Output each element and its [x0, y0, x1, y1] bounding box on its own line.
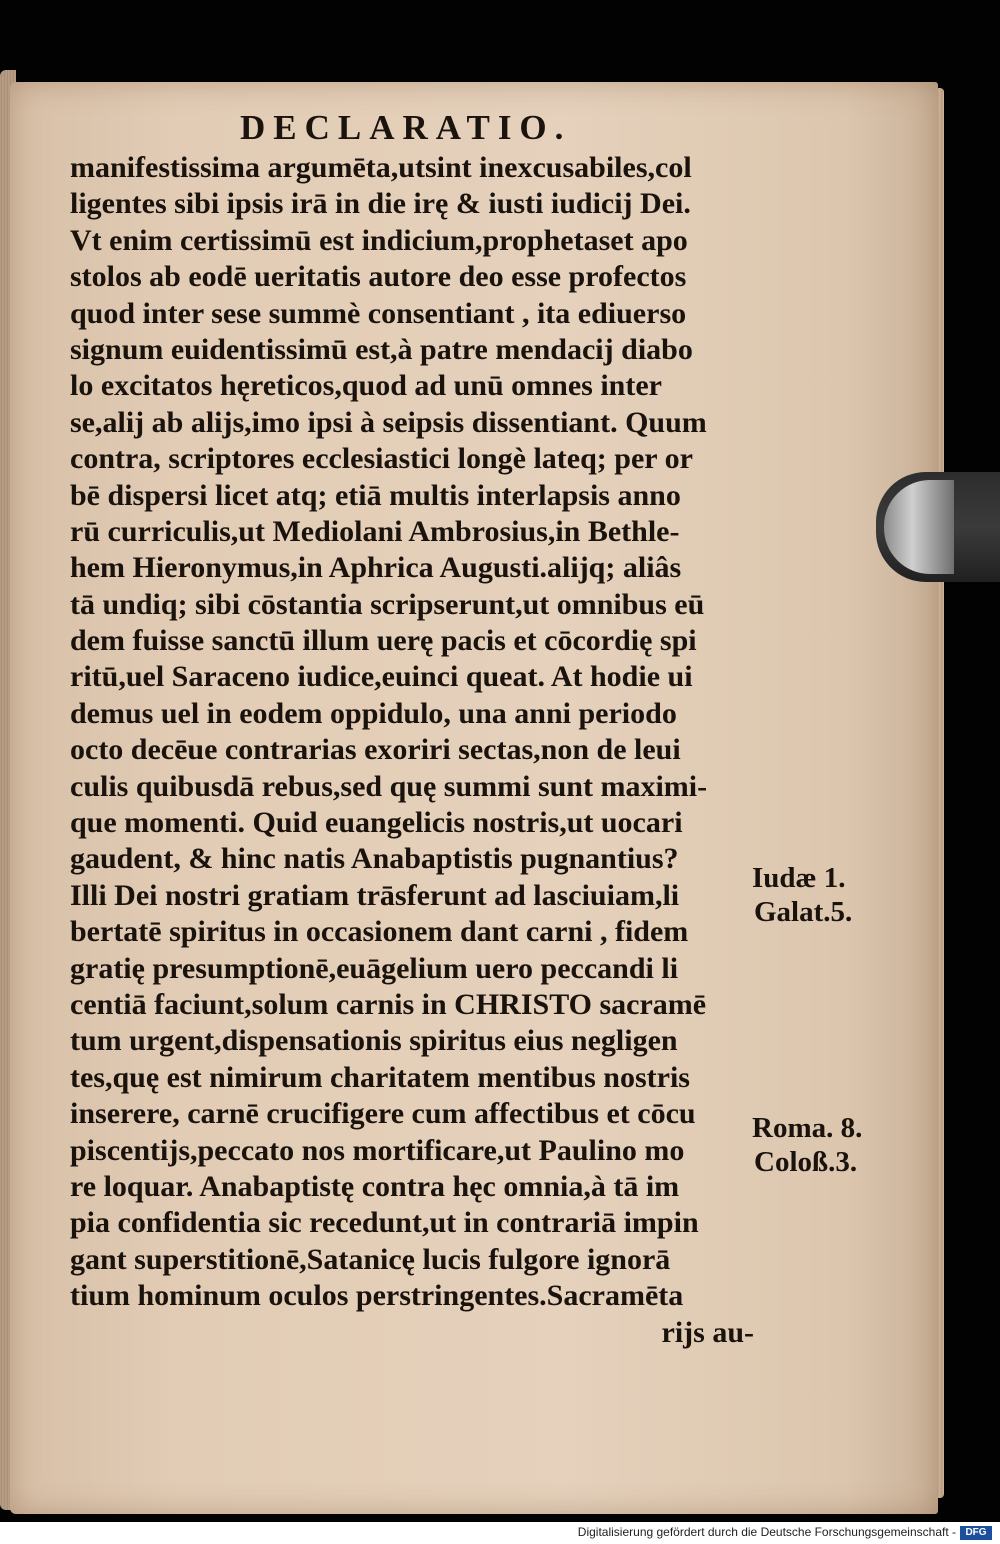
text-line: rijs au-	[661, 1315, 754, 1349]
text-line: Illi Dei nostri gratiam trāsferunt ad lasciuiam,li	[70, 878, 680, 912]
footer-bar	[0, 1522, 1000, 1544]
margin-note-galat: Galat.5.	[754, 896, 853, 928]
text-line: gratię presumptionē,euāgelium uero peccandi li	[70, 951, 679, 985]
text-line: bertatē spiritus in occasionem dant carni , fidem	[70, 915, 689, 949]
text-line: se,alij ab alijs,imo ipsi à seipsis dissentiant. Quum	[70, 405, 707, 439]
page-holder-clip	[876, 472, 1000, 582]
body-text	[70, 150, 760, 1351]
text-line: tum urgent,dispensationis spiritus eius negligen	[70, 1024, 678, 1058]
text-line: stolos ab eodē ueritatis autore deo esse profectos	[70, 260, 687, 294]
text-line: Vt enim certissimū est indicium,prophetaset apo	[70, 223, 688, 257]
margin-note-coloss: Coloß.3.	[754, 1146, 858, 1178]
text-line: ligentes sibi ipsis irā in die irę & iusti iudicij Dei.	[70, 187, 691, 221]
text-line: que momenti. Quid euangelicis nostris,ut uocari	[70, 806, 683, 840]
text-line: manifestissima argumēta,utsint inexcusabiles,col	[70, 151, 692, 184]
text-line: tā undiq; sibi cōstantia scripserunt,ut omnibus eū	[70, 587, 705, 621]
running-title: DECLARATIO.	[240, 108, 572, 147]
text-line: gant superstitionē,Satanicę lucis fulgore ignorā	[70, 1242, 671, 1276]
text-line: centiā faciunt,solum carnis in CHRISTO sacramē	[70, 987, 707, 1021]
text-line: piscentijs,peccato nos mortificare,ut Paulino mo	[70, 1133, 685, 1167]
text-line: re loquar. Anabaptistę contra hęc omnia,à tā im	[70, 1169, 680, 1203]
text-line: hem Hieronymus,in Aphrica Augusti.alijq; aliâs	[70, 551, 682, 585]
clip-glass	[884, 480, 954, 574]
text-line: gaudent, & hinc natis Anabaptistis pugnantius?	[70, 842, 679, 876]
text-line: rū curriculis,ut Mediolani Ambrosius,in Bethle-	[70, 514, 680, 548]
margin-note-iudae: Iudæ 1.	[752, 862, 846, 894]
funding-credit: Digitalisierung gefördert durch die Deutsche Forschungsgemeinschaft -	[577, 1525, 956, 1539]
text-line: pia confidentia sic recedunt,ut in contrariā impin	[70, 1206, 699, 1240]
text-line: tium hominum oculos perstringentes.Sacramēta	[70, 1279, 684, 1313]
text-line: demus uel in eodem oppidulo, una anni periodo	[70, 696, 677, 730]
text-line: quod inter sese summè consentiant , ita ediuerso	[70, 296, 687, 330]
dfg-logo: DFG	[960, 1526, 992, 1540]
text-line: lo excitatos hęreticos,quod ad unū omnes inter	[70, 369, 662, 403]
text-line: octo decēue contrarias exoriri sectas,non de leui	[70, 733, 681, 767]
text-line: ritū,uel Saraceno iudice,euinci queat. At hodie ui	[70, 660, 693, 694]
text-line: bē dispersi licet atq; etiā multis interlapsis anno	[70, 478, 681, 512]
text-line: culis quibusdā rebus,sed quę summi sunt maximi-	[70, 769, 708, 803]
text-line: contra, scriptores ecclesiastici longè lateq; per or	[70, 442, 693, 476]
text-line: inserere, carnē crucifigere cum affectibus et cōcu	[70, 1097, 696, 1131]
text-line: signum euidentissimū est,à patre mendacij diabo	[70, 332, 693, 366]
text-line: tes,quę est nimirum charitatem mentibus nostris	[70, 1060, 690, 1094]
text-line: dem fuisse sanctū illum uerę pacis et cōcordię spi	[70, 624, 697, 658]
margin-note-roma: Roma. 8.	[752, 1112, 863, 1144]
